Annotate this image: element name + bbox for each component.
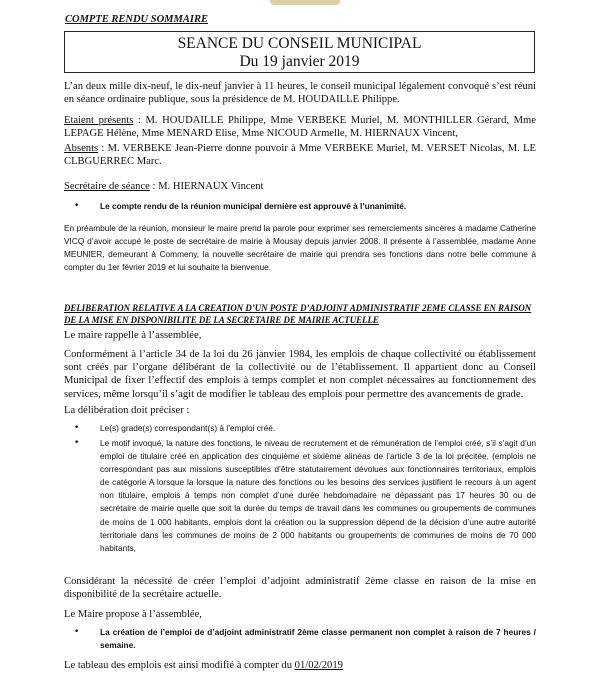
bullet-icon: • (74, 438, 80, 448)
document-type-label: COMPTE RENDU SOMMAIRE (65, 14, 208, 25)
considering-paragraph: Considérant la nécessité de créer l’emploi d’adjoint administratif 2ème classe en raison de la mise en disponibilité de la secrétaire actuelle. (64, 576, 536, 601)
approved-text: Le compte rendu de la réunion municipal dernière est approuvé à l’unanimité. (100, 201, 407, 211)
present-paragraph (64, 114, 536, 140)
secretary-paragraph (64, 180, 536, 193)
specify-paragraph: La délibération doit préciser : (64, 405, 190, 416)
bullet-icon: • (74, 423, 80, 433)
proposal-paragraph: Le Maire propose à l’assemblée, (64, 609, 202, 620)
effective-date: 01/02/2019 (294, 660, 343, 671)
intro-paragraph: L’an deux mille dix-neuf, le dix-neuf janvier à 11 heures, le conseil municipal légalement convoqué s’est réuni en séance ordinaire publique, sous la présidence de M. HOUDAILLE Philippe. (64, 81, 536, 106)
meeting-date: Du 19 janvier 2019 (239, 53, 360, 70)
table-modified-paragraph (64, 659, 536, 672)
absent-text: : M. VERBEKE Jean-Pierre donne pouvoir à Mme VERBEKE Muriel, M. VERSET Nicolas, M. LE CLBGUERREC Marc. (64, 143, 536, 168)
absent-label: Absents (64, 143, 99, 154)
specify-item-1: Le(s) grade(s) correspondant(s) à l’emploi créé. (100, 423, 276, 433)
secretary-label: Secrétaire de séance (64, 181, 150, 192)
bullet-icon: • (74, 201, 80, 211)
article-paragraph: Conformément à l’article 34 de la loi du 26 janvier 1984, les emplois de chaque collectivité ou établissement sont créés par l’organe délibérant de la collectivité ou de l’établissement. Il appartient donc au Conseil Municipal de fixer l’effectif des emplois à temps complet et non complet nécessaires au fonctionnement des services, même lorsqu’il s’agit de modifier le tableau des emplois pour permettre des avancements de grade. (64, 349, 536, 400)
table-modified-text: Le tableau des emplois est ainsi modifié à compter du (64, 660, 295, 671)
creation-text: La création de l’emploi de d’adjoint administratif 2ème classe permanent non complet à raison de 7 heures / semaine. (100, 627, 536, 651)
absent-paragraph (64, 142, 536, 168)
secretary-text: : M. HIERNAUX Vincent (149, 181, 264, 192)
list-item (64, 437, 536, 555)
list-item (64, 626, 536, 652)
list-item (64, 200, 536, 213)
header-logo-fragment (270, 0, 340, 5)
list-item (64, 422, 536, 435)
title-box (64, 31, 535, 73)
deliberation-title: DELIBERATION RELATIVE A LA CREATION D’UN POSTE D’ADJOINT ADMINISTRATIF 2EME CLASSE EN RAISON DE LA MISE EN DISPONIBILITE DE LA SECRETAIRE DE MAIRIE ACTUELLE (64, 303, 532, 325)
preamble-paragraph: En préambule de la réunion, monsieur le maire prend la parole pour exprimer ses remerciements sincères à madame Catherine VICQ d’avoir accupé le poste de secrétaire de mairie à Mousay depuis janvier 2008. Il présente à l’assemblée, madame Anne MEUNIER, demeurant à Commeny, la nouvelle secrétaire de mairie qui prendra ses fonctions dans notre belle commune à compter du 1er février 2019 et lui souhaite la bienvenue. (64, 223, 536, 273)
bullet-icon: • (74, 627, 80, 637)
present-label: Etaient présents (64, 115, 134, 126)
page-title: SEANCE DU CONSEIL MUNICIPAL (177, 35, 422, 52)
present-text: : M. HOUDAILLE Philippe, Mme VERBEKE Muriel, M. MONTHILLER Gérard, Mme LEPAGE Hélène, Mme MENARD Elise, Mme NICOUD Armelle, M. HIERNAUX Vincent, (64, 115, 536, 140)
specify-item-2: Le motif invoqué, la nature des fonctions, le niveau de recrutement et de rémunération de l’emploi créé, s’il s’agit d’un emploi de titulaire créé en application des cinquième et sixième alinéas de l’article 3 de la loi précitée, (emplois ne correspondant pas aux missions susceptibles d’être statutairement dévolues aux fonctionnaires territoriaux, emplois de catégorie A lorsque la lorsque la nature des fonctions ou les besoins des services justifient le recours à un agent non titulaire, emplois à temps non complet d’une durée hebdomadaire ne dépassant pas 17 heures 30 ou de secrétaire de mairie quelle que soit la durée du temps de travail dans les communes ou groupements de communes de moins de 1 000 habitants, emplois dont la création ou la suppression dépend de la décision d’une autre autorité territoriale dans les communes de moins de 2 000 habitants ou groupements de communes de moins de 70 000 habitants, (100, 438, 536, 553)
recall-paragraph: Le maire rappelle à l’assemblée, (64, 330, 202, 341)
